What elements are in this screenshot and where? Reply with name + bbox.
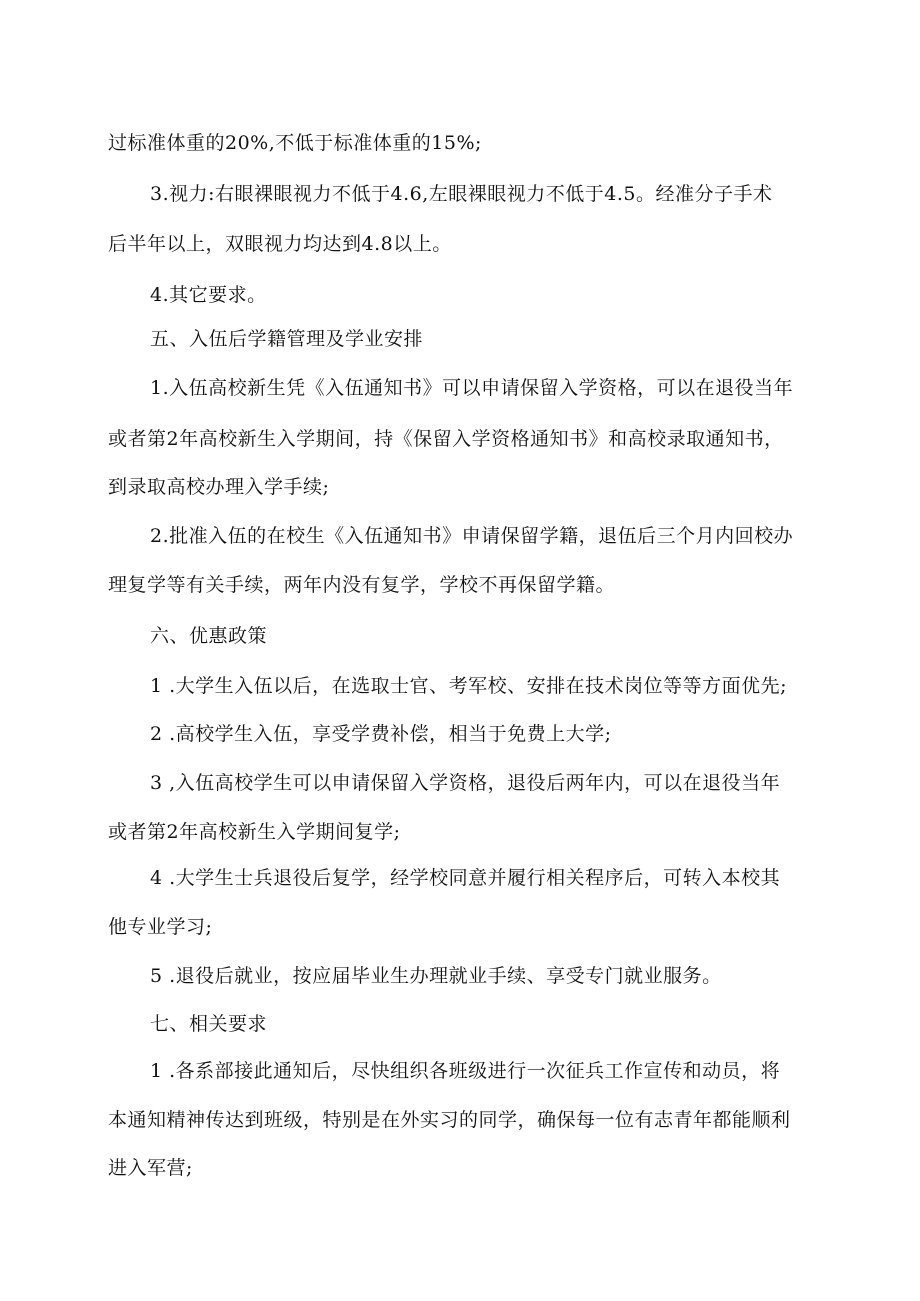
- body-text-line: 1 .大学生入伍以后，在选取士官、考军校、安排在技术岗位等等方面优先;: [150, 675, 788, 697]
- section-heading: 六、优惠政策: [150, 625, 268, 647]
- body-text-line: 2.批准入伍的在校生《入伍通知书》申请保留学籍，退伍后三个月内回校办: [150, 525, 794, 547]
- body-text-line: 3 ,入伍高校学生可以申请保留入学资格，退役后两年内，可以在退役当年: [150, 772, 781, 794]
- body-text-line: 1 .各系部接此通知后，尽快组织各班级进行一次征兵工作宣传和动员，将: [150, 1060, 781, 1082]
- body-text-line: 4 .大学生士兵退役后复学，经学校同意并履行相关程序后，可转入本校其: [150, 867, 781, 889]
- section-heading: 七、相关要求: [150, 1013, 268, 1035]
- body-text-line: 1.入伍高校新生凭《入伍通知书》可以申请保留入学资格，可以在退役当年: [150, 377, 794, 399]
- body-text-line: 本通知精神传达到班级，特别是在外实习的同学，确保每一位有志青年都能顺利: [108, 1109, 791, 1131]
- body-text-line: 5 .退役后就业，按应届毕业生办理就业手续、享受专门就业服务。: [150, 965, 722, 987]
- body-text-line: 进入军营;: [108, 1157, 193, 1179]
- body-text-line: 过标准体重的20%,不低于标准体重的15%;: [108, 132, 482, 154]
- body-text-line: 理复学等有关手续，两年内没有复学，学校不再保留学籍。: [108, 574, 616, 596]
- section-heading: 五、入伍后学籍管理及学业安排: [150, 328, 424, 350]
- body-text-line: 或者第2年高校新生入学期间复学;: [108, 821, 401, 843]
- body-text-line: 他专业学习;: [108, 916, 213, 938]
- body-text-line: 到录取高校办理入学手续;: [108, 476, 330, 498]
- body-text-line: 4.其它要求。: [150, 284, 267, 306]
- body-text-line: 或者第2年高校新生入学期间，持《保留入学资格通知书》和高校录取通知书，: [108, 428, 784, 450]
- body-text-line: 2 .高校学生入伍，享受学费补偿，相当于免费上大学;: [150, 723, 612, 745]
- body-text-line: 3.视力:右眼裸眼视力不低于4.6,左眼裸眼视力不低于4.5。经准分子手术: [150, 183, 773, 205]
- body-text-line: 后半年以上，双眼视力均达到4.8以上。: [108, 233, 452, 255]
